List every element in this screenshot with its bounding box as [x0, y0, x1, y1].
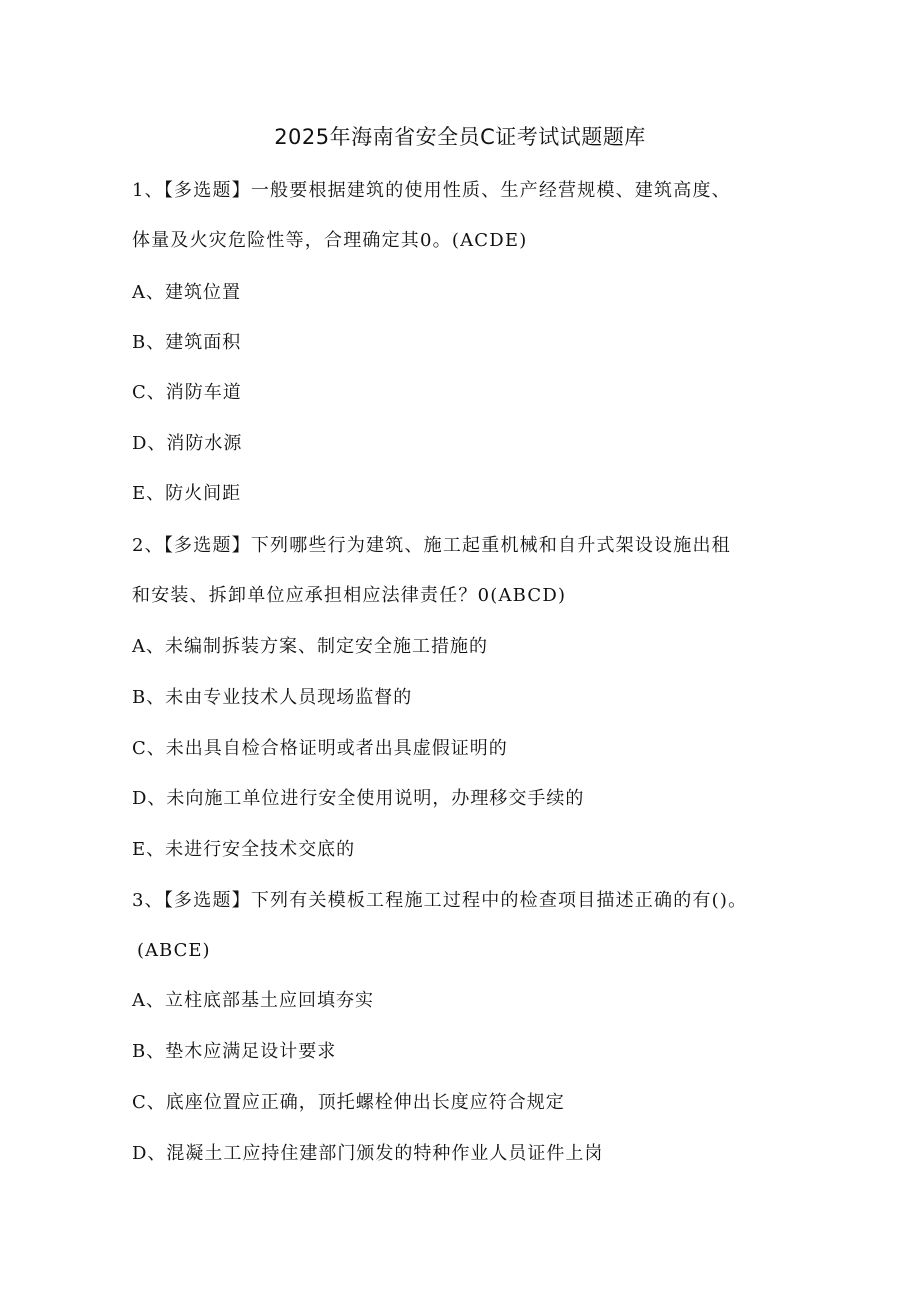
question-1-line-1: 1、【多选题】一般要根据建筑的使用性质、生产经营规模、建筑高度、	[132, 180, 731, 201]
question-1-option-d: D、消防水源	[132, 433, 243, 454]
question-3-option-b: B、垫木应满足设计要求	[132, 1041, 337, 1062]
question-3-line-2: (ABCE)	[137, 940, 211, 961]
question-1-option-a: A、建筑位置	[132, 282, 241, 303]
question-3-line-1: 3、【多选题】下列有关模板工程施工过程中的检查项目描述正确的有()。	[132, 890, 748, 911]
question-2-option-a: A、未编制拆装方案、制定安全施工措施的	[132, 636, 488, 657]
question-2-line-1: 2、【多选题】下列哪些行为建筑、施工起重机械和自升式架设设施出租	[132, 535, 731, 556]
question-3-option-c: C、底座位置应正确，顶托螺栓伸出长度应符合规定	[132, 1092, 565, 1113]
question-3-option-d: D、混凝土工应持住建部门颁发的特种作业人员证件上岗	[132, 1143, 604, 1164]
question-2-line-2: 和安装、拆卸单位应承担相应法律责任？0(ABCD)	[132, 585, 567, 606]
question-2-option-b: B、未由专业技术人员现场监督的	[132, 687, 413, 708]
question-2-option-d: D、未向施工单位进行安全使用说明，办理移交手续的	[132, 788, 585, 809]
question-1-option-b: B、建筑面积	[132, 332, 242, 353]
question-2-option-e: E、未进行安全技术交底的	[132, 839, 356, 860]
question-2-option-c: C、未出具自检合格证明或者出具虚假证明的	[132, 738, 508, 759]
question-1-option-e: E、防火间距	[132, 483, 242, 504]
document-title: 2025年海南省安全员C证考试试题题库	[274, 125, 646, 149]
question-3-option-a: A、立柱底部基土应回填夯实	[132, 990, 374, 1011]
question-1-line-2: 体量及火灾危险性等，合理确定其0。(ACDE)	[132, 230, 528, 251]
question-1-option-c: C、消防车道	[132, 382, 242, 403]
